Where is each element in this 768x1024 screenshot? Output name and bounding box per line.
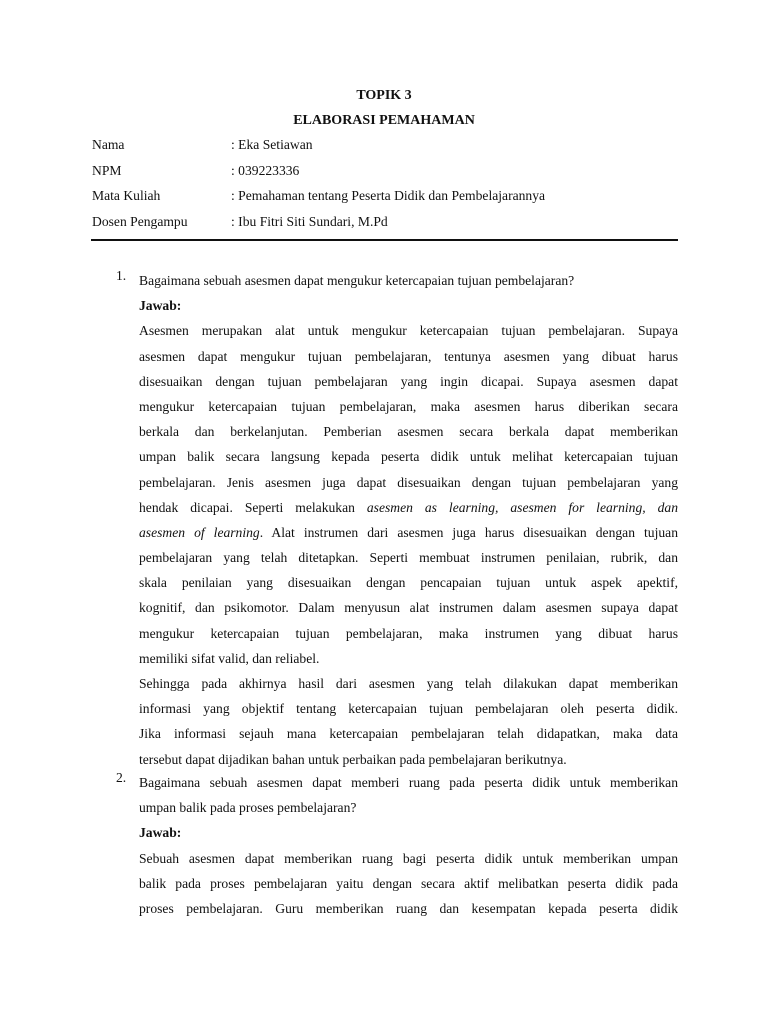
info-label: Dosen Pengampu <box>92 213 188 229</box>
answer-line: umpan balik secara langsung kepada peserta didik untuk melihat ketercapaian tujuan <box>139 449 678 465</box>
answer-line: berkala dan berkelanjutan. Pemberian asesmen secara berkala dapat memberikan <box>139 424 678 440</box>
answer-line: mengukur ketercapaian tujuan pembelajaran, maka instrumen yang dibuat harus <box>139 625 678 641</box>
info-label: Nama <box>92 137 125 152</box>
answer-line: balik pada proses pembelajaran yaitu dengan secara aktif melibatkan peserta didik pada <box>139 875 678 891</box>
question-text: Bagaimana sebuah asesmen dapat memberi ruang pada peserta didik untuk memberikan <box>139 775 678 790</box>
question-text: umpan balik pada proses pembelajaran? <box>139 800 357 816</box>
student-info <box>92 137 545 239</box>
info-value: : Pemahaman tentang Peserta Didik dan Pembelajarannya <box>231 188 546 203</box>
answer-line: Sehingga pada akhirnya hasil dari asesmen yang telah dilakukan dapat memberikan <box>139 676 678 691</box>
topic-title: TOPIK 3 <box>356 88 412 103</box>
answer-line: informasi yang objektif tentang ketercapaian tujuan pembelajaran oleh peserta didik. <box>139 701 678 717</box>
info-label: Mata Kuliah <box>92 188 161 203</box>
answer-text: . Alat instrumen dari asesmen juga harus disesuaikan dengan tujuan <box>259 524 678 540</box>
info-value: : 039223336 <box>231 162 300 178</box>
question-number: 1. <box>116 268 127 283</box>
answer-emphasis: asesmen of learning <box>139 524 260 540</box>
info-label: NPM <box>92 162 122 178</box>
info-value: : Ibu Fitri Siti Sundari, M.Pd <box>231 213 388 229</box>
answer-line: tersebut dapat dijadikan bahan untuk perbaikan pada pembelajaran berikutnya. <box>139 751 567 767</box>
answer-emphasis: asesmen as learning, asesmen for learning, dan <box>366 499 678 515</box>
answer-line: memiliki sifat valid, dan reliabel. <box>139 650 320 666</box>
answer-line: pembelajaran yang telah ditetapkan. Seperti membuat instrumen penilaian, rubrik, dan <box>139 550 678 566</box>
info-row-npm <box>92 163 545 189</box>
answer-label: Jawab: <box>139 825 182 841</box>
answer-label: Jawab: <box>139 298 182 314</box>
info-row-name <box>92 137 545 163</box>
answer-line: proses pembelajaran. Guru memberikan ruang dan kesempatan kepada peserta didik <box>139 900 678 916</box>
answer-line: disesuaikan dengan tujuan pembelajaran yang ingin dicapai. Supaya asesmen dapat <box>139 373 678 389</box>
answer-line: kognitif, dan psikomotor. Dalam menyusun alat instrumen dalam asesmen supaya dapat <box>139 600 678 616</box>
info-row-lecturer <box>92 214 545 240</box>
answer-text: hendak dicapai. Seperti melakukan <box>139 499 367 515</box>
answer-line: asesmen dapat mengukur tujuan pembelajaran, tentunya asesmen yang dibuat harus <box>139 348 678 364</box>
question-1 <box>106 268 678 772</box>
answer-line: Asesmen merupakan alat untuk mengukur ketercapaian tujuan pembelajaran. Supaya <box>139 323 678 339</box>
header-divider <box>91 239 678 241</box>
question-2 <box>106 770 678 921</box>
info-row-course <box>92 188 545 214</box>
answer-line <box>139 495 678 520</box>
answer-line: mengukur ketercapaian tujuan pembelajaran, maka asesmen harus diberikan secara <box>139 398 678 414</box>
question-text: Bagaimana sebuah asesmen dapat mengukur ketercapaian tujuan pembelajaran? <box>139 273 575 288</box>
answer-line: pembelajaran. Jenis asesmen juga dapat disesuaikan dengan tujuan pembelajaran yang <box>139 474 678 490</box>
answer-line: Sebuah asesmen dapat memberikan ruang bagi peserta didik untuk memberikan umpan <box>139 850 678 866</box>
answer-line: skala penilaian yang disesuaikan dengan pencapaian tujuan untuk aspek apektif, <box>139 575 678 591</box>
info-value: : Eka Setiawan <box>231 137 313 152</box>
question-number: 2. <box>116 770 127 785</box>
document-subtitle: ELABORASI PEMAHAMAN <box>293 113 475 128</box>
answer-line: Jika informasi sejauh mana ketercapaian pembelajaran telah didapatkan, maka data <box>139 726 678 742</box>
answer-line <box>139 520 678 545</box>
